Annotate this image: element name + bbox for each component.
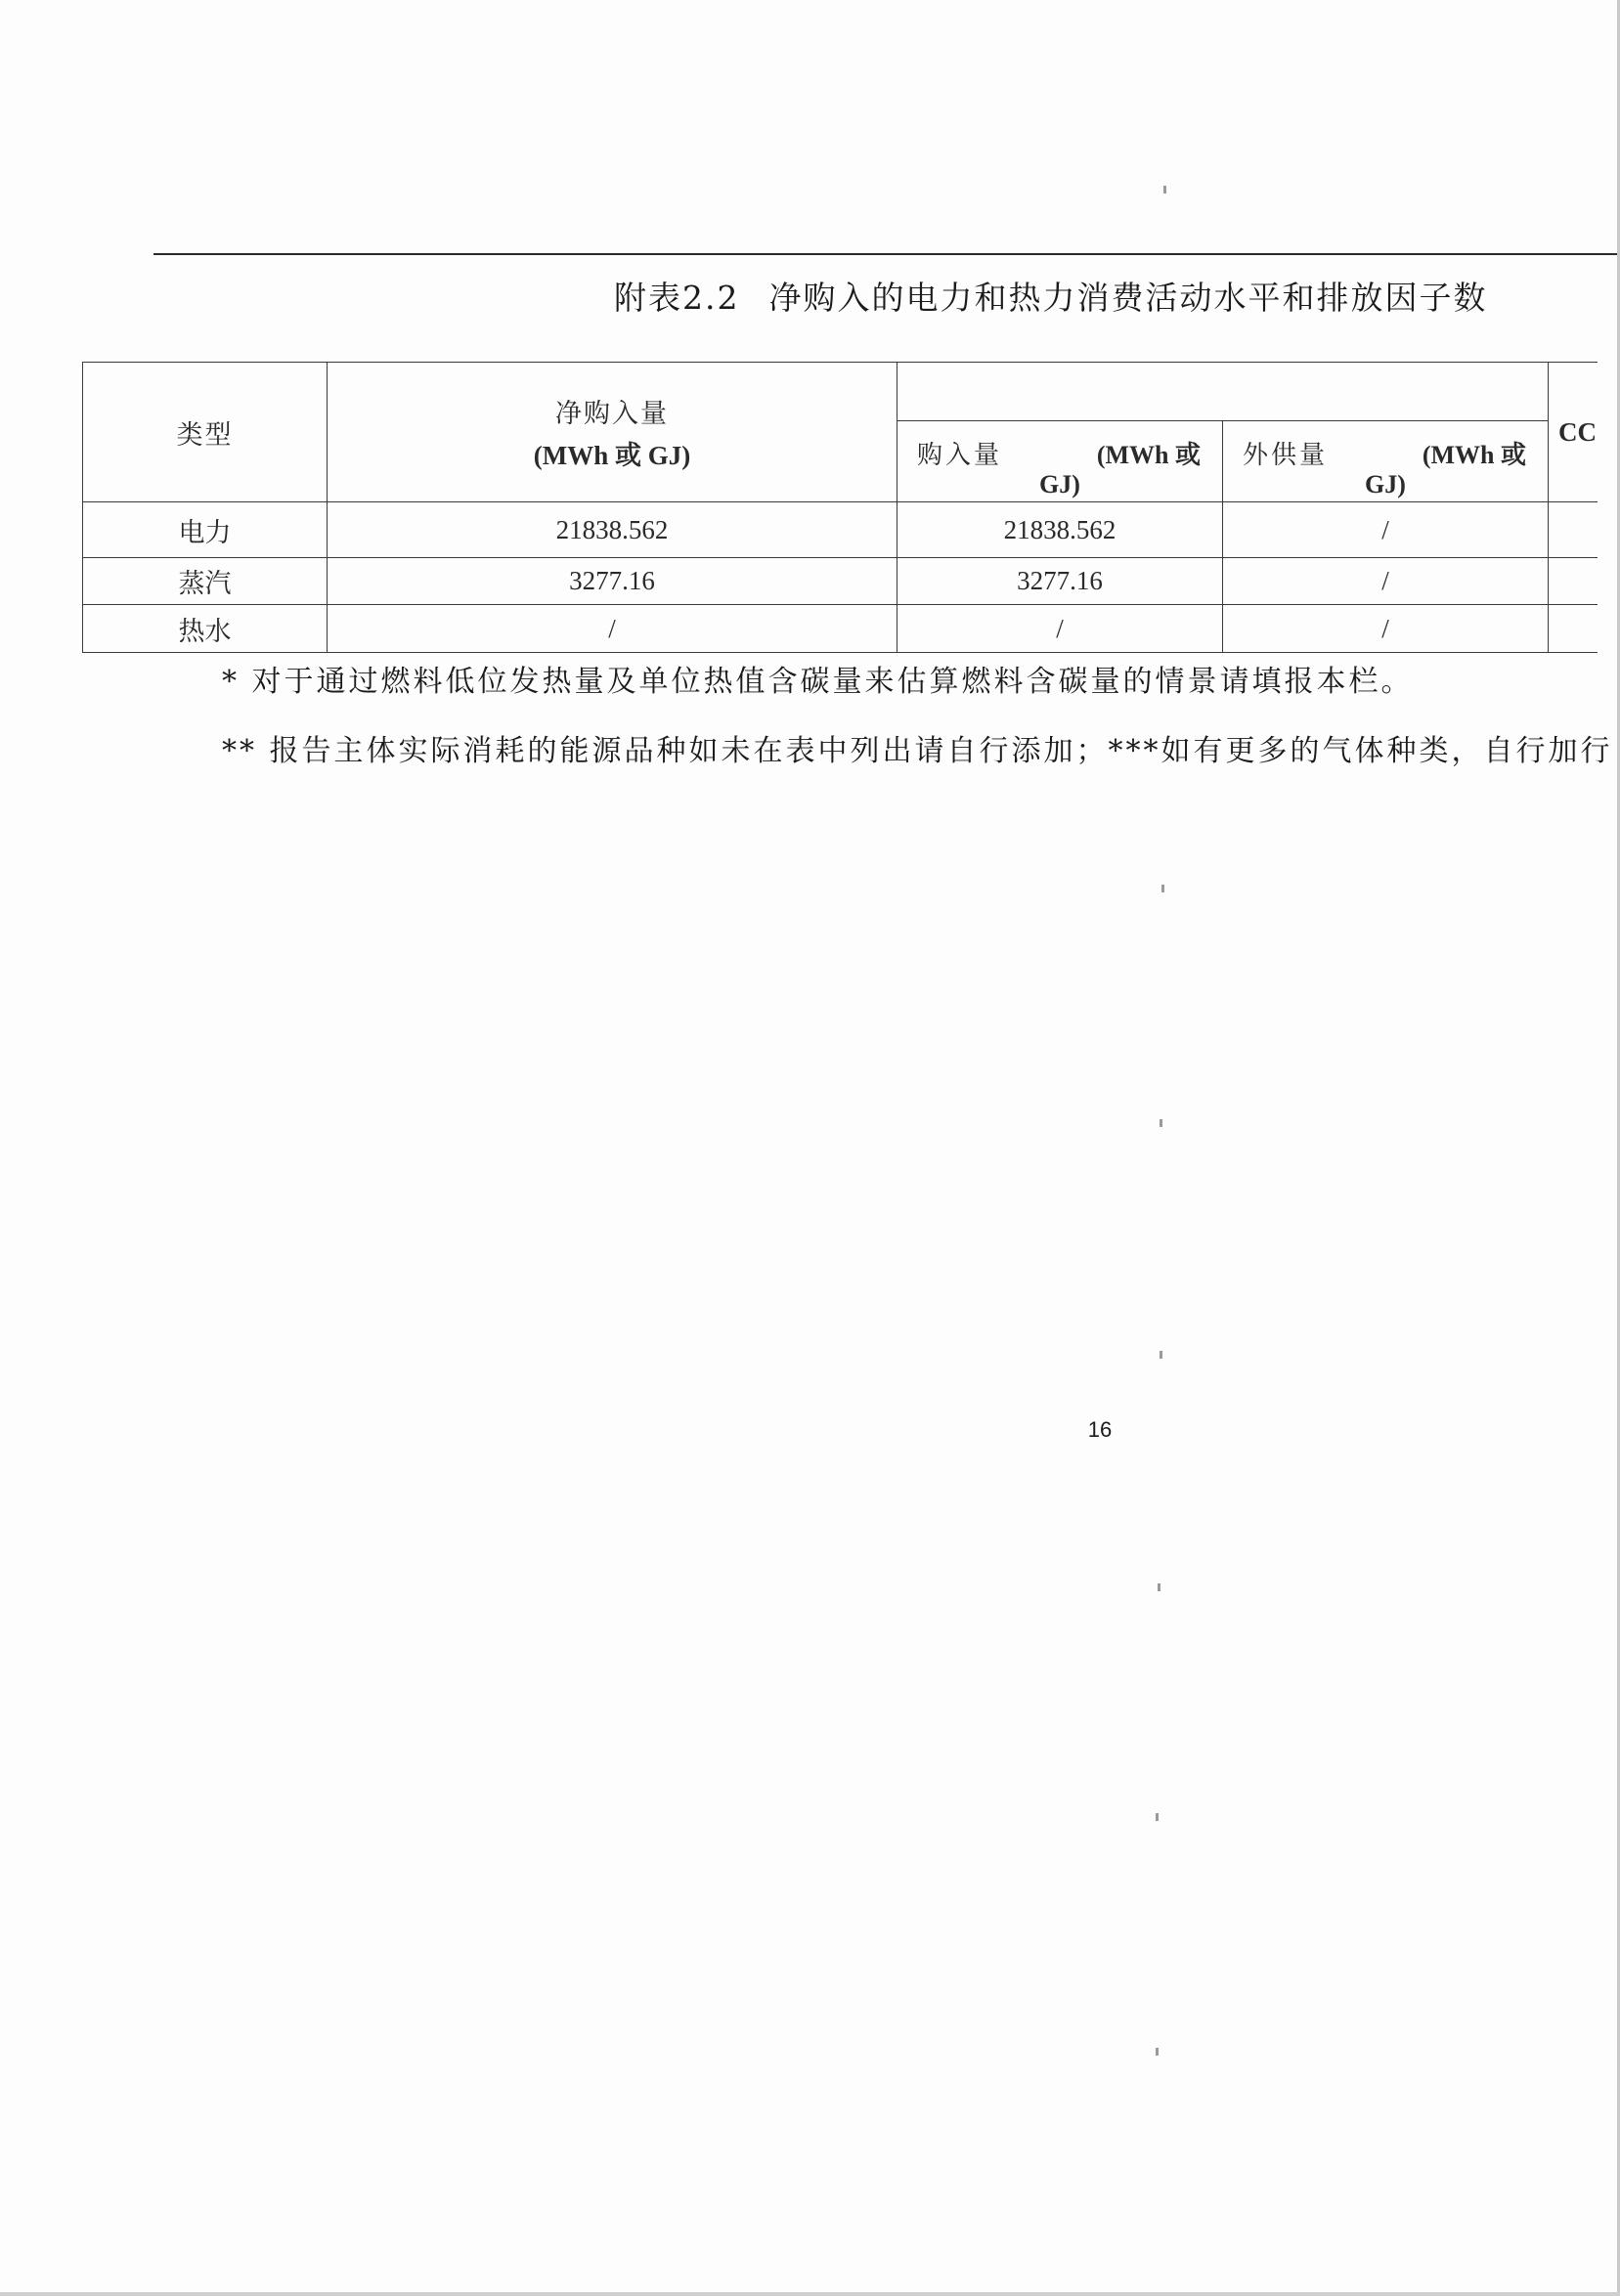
caption-title: 净购入的电力和热力消费活动水平和排放因子数 [768, 279, 1488, 317]
scan-speck [1160, 1351, 1162, 1359]
table-caption [614, 274, 1620, 323]
scan-speck [1156, 1813, 1159, 1821]
cell-net: / [328, 605, 898, 653]
table-row [83, 605, 1598, 653]
cell-type: 热水 [83, 605, 328, 653]
header-type: 类型 [83, 363, 328, 502]
caption-number: 附表2.2 [614, 279, 740, 317]
cell-co [1549, 502, 1598, 558]
cell-supply: / [1223, 605, 1549, 653]
scan-speck [1156, 2048, 1159, 2056]
table-row [83, 558, 1598, 605]
header-rule [153, 253, 1620, 255]
footnote-1: * 对于通过燃料低位发热量及单位热值含碳量来估算燃料含碳量的情景请填报本栏。 [222, 665, 1414, 699]
scan-speck [1158, 1583, 1160, 1591]
scan-speck [1160, 1119, 1162, 1127]
scan-edge [0, 2292, 1620, 2296]
cell-purchase: 3277.16 [898, 558, 1223, 605]
cell-purchase: 21838.562 [898, 502, 1223, 558]
cell-co [1549, 605, 1598, 653]
table-row [83, 502, 1598, 558]
header-supply: 外供量 (MWh 或 GJ) [1223, 421, 1549, 502]
header-co-partial: CC [1549, 363, 1598, 502]
cell-supply: / [1223, 502, 1549, 558]
cell-type: 蒸汽 [83, 558, 328, 605]
cell-purchase: / [898, 605, 1223, 653]
header-group-blank [898, 363, 1549, 421]
cell-supply: / [1223, 558, 1549, 605]
cell-net: 3277.16 [328, 558, 898, 605]
cell-co [1549, 558, 1598, 605]
scan-speck [1161, 885, 1164, 892]
header-net-purchase: 净购入量 (MWh 或 GJ) [328, 363, 898, 502]
page-number: 16 [1087, 1417, 1113, 1442]
table-header-row [83, 363, 1598, 421]
header-purchase: 购入量 (MWh 或 GJ) [898, 421, 1223, 502]
cell-net: 21838.562 [328, 502, 898, 558]
cell-type: 电力 [83, 502, 328, 558]
scan-speck [1163, 186, 1166, 194]
activity-data-table [82, 362, 1598, 653]
footnote-2: ** 报告主体实际消耗的能源品种如未在表中列出请自行添加；***如有更多的气体种类，自行加行 [222, 734, 1613, 768]
